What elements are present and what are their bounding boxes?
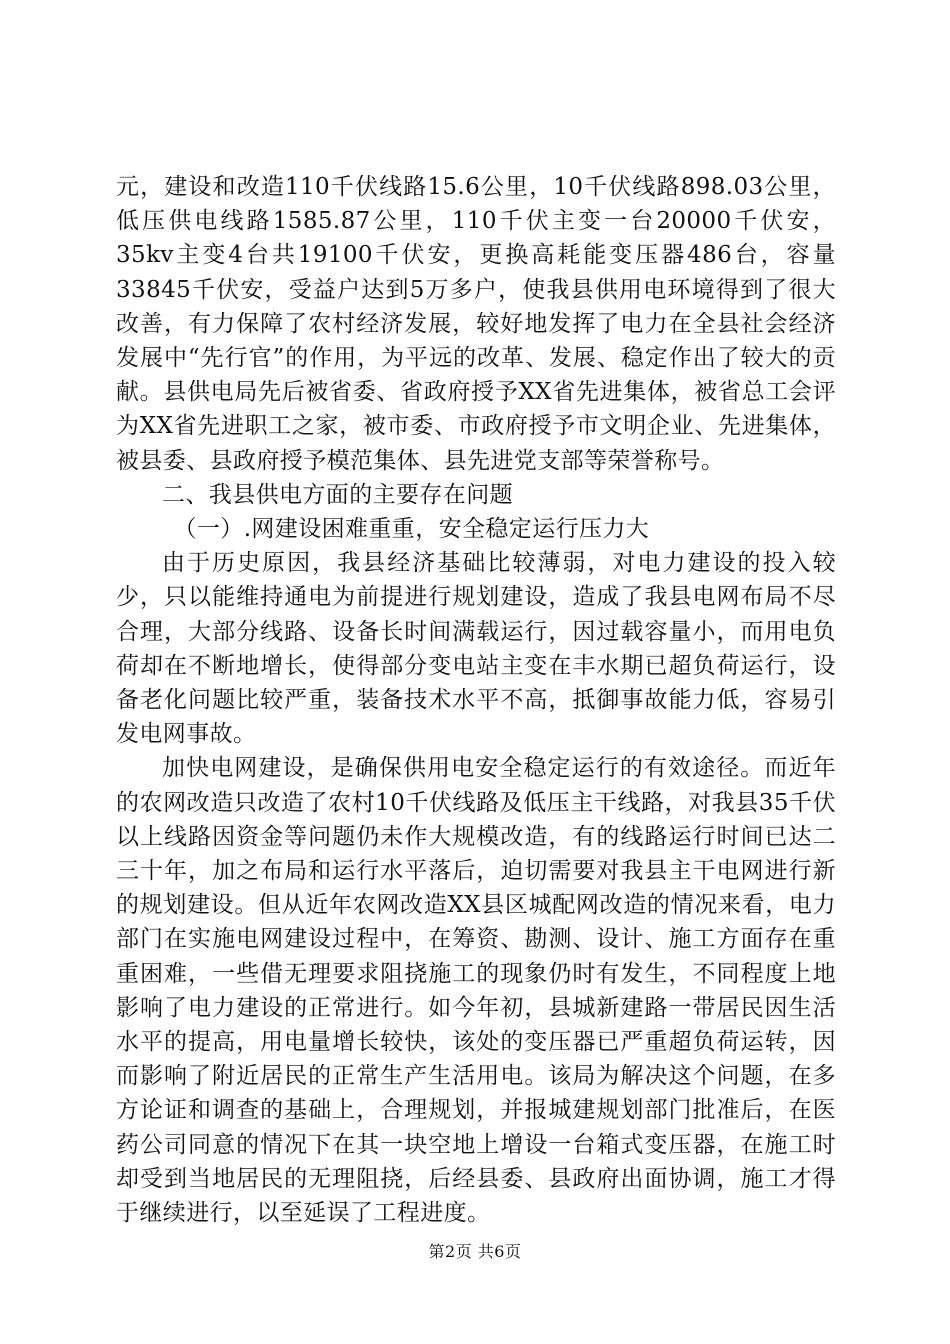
document-body bbox=[116, 170, 836, 1230]
subsection-heading-grid-construction: （一）.网建设困难重重，安全稳定运行压力大 bbox=[173, 516, 650, 543]
page-number-footer: 第2页 共6页 bbox=[428, 1242, 522, 1261]
section-heading-problems: 二、我县供电方面的主要存在问题 bbox=[162, 481, 513, 508]
paragraph-achievements: 元，建设和改造110千伏线路15.6公里，10千伏线路898.03公里，低压供电线路1585.87公里，110千伏主变一台20000千伏安，35kv主变4台共19100千伏安，更换高耗能变压器486台，容量33845千伏安，受益户达到5万多户，使我县供用电环境得到了很大改善，有力保障了农村经济发展，较好地发挥了电力在全县社会经济发展中“先行官”的作用，为平远的改革、发展、稳定作出了较大的贡献。县供电局先后被省委、省政府授予XX省先进集体，被省总工会评为XX省先进职工之家，被市委、市政府授予市文明企业、先进集体，被县委、县政府授予模范集体、县先进党支部等荣誉称号。 bbox=[116, 174, 836, 474]
paragraph-accelerate-grid: 加快电网建设，是确保供用电安全稳定运行的有效途径。而近年的农网改造只改造了农村10千伏线路及低压主干线路，对我县35千伏以上线路因资金等问题仍未作大规模改造，有的线路运行时间已达二三十年，加之布局和运行水平落后，迫切需要对我县主干电网进行新的规划建设。但从近年农网改造XX县区城配网改造的情况来看，电力部门在实施电网建设过程中，在筹资、勘测、设计、施工方面存在重重困难，一些借无理要求阻挠施工的现象仍时有发生，不同程度上地影响了电力建设的正常进行。如今年初，县城新建路一带居民因生活水平的提高，用电量增长较快，该处的变压器已严重超负荷运转，因而影响了附近居民的正常生产生活用电。该局为解决这个问题，在多方论证和调查的基础上，合理规划，并报城建规划部门批准后，在医药公司同意的情况下在其一块空地上增设一台箱式变压器，在施工时却受到当地居民的无理阻挠，后经县委、县政府出面协调，施工才得于继续进行，以至延误了工程进度。 bbox=[116, 755, 836, 1227]
paragraph-historical-reasons: 由于历史原因，我县经济基础比较薄弱，对电力建设的投入较少，只以能维持通电为前提进行规划建设，造成了我县电网布局不尽合理，大部分线路、设备长时间满载运行，因过载容量小，而用电负荷却在不断地增长，使得部分变电站主变在丰水期已超负荷运行，设备老化问题比较严重，装备技术水平不高，抵御事故能力低，容易引发电网事故。 bbox=[116, 550, 836, 748]
